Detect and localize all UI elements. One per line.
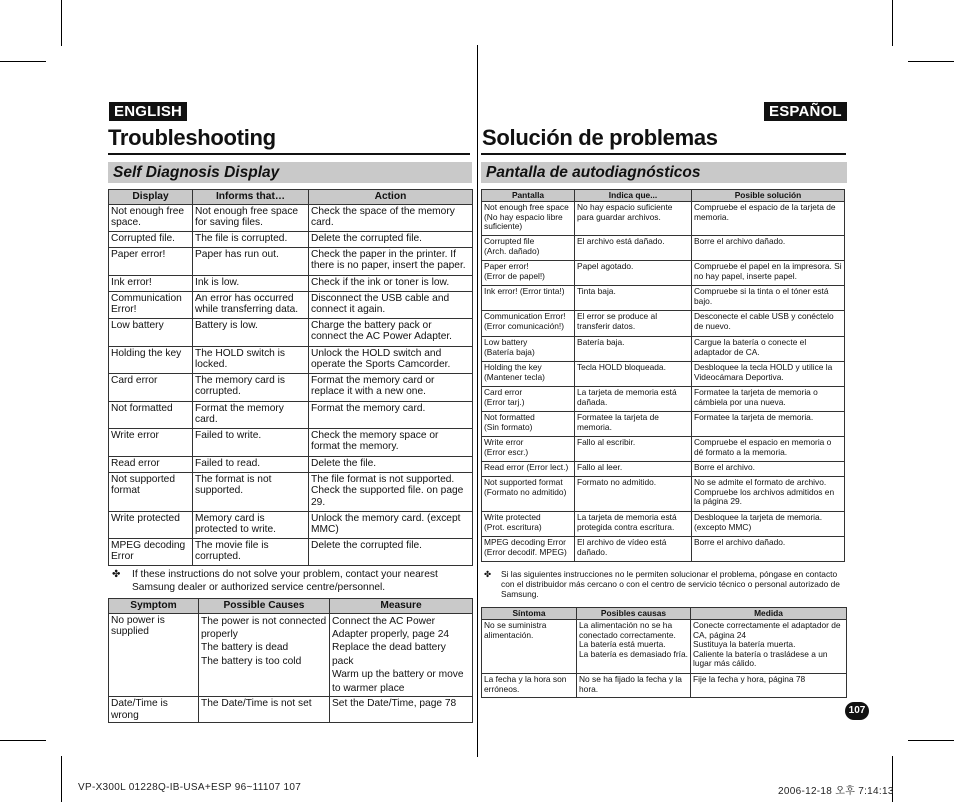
column-header: Indica que... (575, 190, 692, 202)
table-cell: Desbloquee la tecla HOLD y utilice la Videocámara Deportiva. (692, 362, 845, 387)
table-row (482, 537, 845, 562)
table-cell: Not enough free space (No hay espacio libre suficiente) (482, 202, 575, 236)
table-cell: MPEG decoding Error (Error decodif. MPEG) (482, 537, 575, 562)
footer-right: 2006-12-18 오후 7:14:13 (778, 786, 894, 797)
crop-mark (0, 740, 46, 741)
table-row (109, 697, 473, 723)
table-cell: Paper error! (109, 247, 193, 275)
section-heading-english: Self Diagnosis Display (108, 162, 472, 183)
table-row (482, 362, 845, 387)
table-cell: Not formatted (109, 401, 193, 428)
table-row (482, 286, 845, 311)
crop-mark (0, 61, 46, 62)
table-cell: Papel agotado. (575, 261, 692, 286)
table-cell: Compruebe el espacio de la tarjeta de memoria. (692, 202, 845, 236)
table-cell: Unlock the HOLD switch and operate the Sports Camcorder. (309, 346, 473, 373)
table-cell: The power is not connected properly The battery is dead The battery is too cold (199, 613, 330, 696)
table-cell: Corrupted file. (109, 231, 193, 247)
table-cell: Corrupted file (Arch. dañado) (482, 236, 575, 261)
table-cell: Failed to write. (193, 428, 309, 456)
table-cell: Write protected (109, 511, 193, 538)
table-cell: La alimentación no se ha conectado correctamente. La batería está muerta. La batería es demasiado fría. (577, 620, 691, 674)
table-cell: Unlock the memory card. (except MMC) (309, 511, 473, 538)
table-cell: Tinta baja. (575, 286, 692, 311)
table-cell: Ink error! (109, 275, 193, 291)
table-cell: No se suministra alimentación. (482, 620, 577, 674)
table-cell: Format the memory card or replace it with a new one. (309, 373, 473, 401)
table-cell: Formatee la tarjeta de memoria. (575, 412, 692, 437)
table-cell: Not supported format (Formato no admitido) (482, 477, 575, 512)
table-row (109, 231, 473, 247)
column-header: Possible Causes (199, 599, 330, 614)
table-cell: Write error (109, 428, 193, 456)
table-cell: El archivo de vídeo está dañado. (575, 537, 692, 562)
table-row (109, 346, 473, 373)
table-cell: The file format is not supported. Check the supported file. on page 29. (309, 472, 473, 511)
table-cell: Tecla HOLD bloqueada. (575, 362, 692, 387)
table-row (482, 202, 845, 236)
table-row (109, 373, 473, 401)
language-badge-spanish: ESPAÑOL (764, 102, 847, 121)
note-english (112, 569, 470, 594)
column-header: Display (109, 190, 193, 205)
table-cell: Fije la fecha y hora, página 78 (691, 674, 847, 698)
table-cell: Paper has run out. (193, 247, 309, 275)
note-text: If these instructions do not solve your problem, contact your nearest Samsung dealer or authorized service centre/personnel. (132, 569, 438, 593)
table-cell: La tarjeta de memoria está dañada. (575, 387, 692, 412)
table-row (482, 261, 845, 286)
table-cell: The memory card is corrupted. (193, 373, 309, 401)
table-cell: Format the memory card. (309, 401, 473, 428)
table-cell: La tarjeta de memoria está protegida contra escritura. (575, 512, 692, 537)
table-cell: Delete the corrupted file. (309, 231, 473, 247)
table-cell: Battery is low. (193, 318, 309, 346)
table-row (482, 236, 845, 261)
table-row (482, 437, 845, 462)
table-cell: No power is supplied (109, 613, 199, 696)
note-spanish (484, 569, 844, 600)
page-title-english: Troubleshooting (108, 125, 276, 150)
table-cell: Fallo al escribir. (575, 437, 692, 462)
table-cell: Holding the key (Mantener tecla) (482, 362, 575, 387)
table-cell: No se admite el formato de archivo. Compruebe los archivos admitidos en la página 29. (692, 477, 845, 512)
table-cell: The HOLD switch is locked. (193, 346, 309, 373)
table-row (109, 613, 473, 696)
table-row (482, 512, 845, 537)
table-cell: Set the Date/Time, page 78 (330, 697, 473, 723)
table-cell: Check the memory space or format the memory. (309, 428, 473, 456)
table-cell: Write protected (Prot. escritura) (482, 512, 575, 537)
table-cell: Read error (109, 456, 193, 472)
table-cell: Conecte correctamente el adaptador de CA, página 24 Sustituya la batería muerta. Caliente la batería o trasládese a un lugar más cálido. (691, 620, 847, 674)
table-cell: La fecha y la hora son erróneos. (482, 674, 577, 698)
page-number: 107 (845, 702, 869, 720)
table-cell: Disconnect the USB cable and connect it again. (309, 291, 473, 318)
table-row (482, 620, 847, 674)
column-header: Symptom (109, 599, 199, 614)
table-cell: Ink is low. (193, 275, 309, 291)
column-header: Medida (691, 608, 847, 620)
table-cell: Write error (Error escr.) (482, 437, 575, 462)
table-cell: Charge the battery pack or connect the AC Power Adapter. (309, 318, 473, 346)
table-row (482, 477, 845, 512)
table-cell: Desbloquee la tarjeta de memoria. (excepto MMC) (692, 512, 845, 537)
crop-mark (892, 0, 893, 46)
table-row (109, 472, 473, 511)
table-row (109, 401, 473, 428)
table-row (482, 387, 845, 412)
table-cell: Paper error! (Error de papel!) (482, 261, 575, 286)
column-header: Measure (330, 599, 473, 614)
symptom-table-english (108, 598, 473, 723)
table-row (109, 511, 473, 538)
footer-left: VP-X300L 01228Q-IB-USA+ESP 96~11107 107 (78, 782, 302, 793)
table-cell: Borre el archivo. (692, 462, 845, 477)
table-row (482, 412, 845, 437)
table-cell: The format is not supported. (193, 472, 309, 511)
self-diagnosis-table-spanish (481, 189, 845, 562)
table-cell: Memory card is protected to write. (193, 511, 309, 538)
table-cell: Failed to read. (193, 456, 309, 472)
note-bullet-icon: ✤ (484, 569, 492, 579)
column-header: Posible solución (692, 190, 845, 202)
table-cell: Communication Error! (109, 291, 193, 318)
language-badge-english: ENGLISH (109, 102, 187, 121)
table-cell: No hay espacio suficiente para guardar archivos. (575, 202, 692, 236)
table-cell: Check the paper in the printer. If there is no paper, insert the paper. (309, 247, 473, 275)
table-cell: El archivo está dañado. (575, 236, 692, 261)
table-row (482, 311, 845, 337)
table-cell: Borre el archivo dañado. (692, 236, 845, 261)
table-cell: Delete the corrupted file. (309, 538, 473, 565)
table-cell: No se ha fijado la fecha y la hora. (577, 674, 691, 698)
table-cell: An error has occurred while transferring data. (193, 291, 309, 318)
table-cell: Not formatted (Sin formato) (482, 412, 575, 437)
center-divider (477, 45, 478, 757)
crop-mark (61, 756, 62, 802)
table-cell: Not enough free space. (109, 204, 193, 231)
title-rule (481, 153, 846, 155)
table-cell: Not enough free space for saving files. (193, 204, 309, 231)
table-row (109, 247, 473, 275)
table-row (482, 462, 845, 477)
table-cell: Holding the key (109, 346, 193, 373)
self-diagnosis-table-english (108, 189, 473, 566)
crop-mark (908, 61, 954, 62)
table-row (109, 428, 473, 456)
table-row (109, 456, 473, 472)
table-cell: Formato no admitido. (575, 477, 692, 512)
crop-mark (61, 0, 62, 46)
table-cell: Low battery (Batería baja) (482, 337, 575, 362)
table-cell: Connect the AC Power Adapter properly, page 24 Replace the dead battery pack Warm up the battery or move to warmer place (330, 613, 473, 696)
table-cell: MPEG decoding Error (109, 538, 193, 565)
table-cell: Ink error! (Error tinta!) (482, 286, 575, 311)
table-cell: Check the space of the memory card. (309, 204, 473, 231)
table-row (109, 204, 473, 231)
title-rule (108, 153, 470, 155)
table-cell: Format the memory card. (193, 401, 309, 428)
column-header: Action (309, 190, 473, 205)
note-text: Si las siguientes instrucciones no le permiten solucionar el problema, póngase en contacto con el distribuidor más cercano o con el centro de servicio técnico o personal autorizado de Samsung. (501, 569, 840, 600)
table-row (109, 275, 473, 291)
table-row (482, 674, 847, 698)
table-cell: Communication Error! (Error comunicación!) (482, 311, 575, 337)
column-header: Síntoma (482, 608, 577, 620)
table-cell: Compruebe el papel en la impresora. Si no hay papel, inserte papel. (692, 261, 845, 286)
table-cell: Read error (Error lect.) (482, 462, 575, 477)
table-row (109, 538, 473, 565)
table-cell: Delete the file. (309, 456, 473, 472)
table-cell: Compruebe el espacio en memoria o dé formato a la memoria. (692, 437, 845, 462)
table-cell: Cargue la batería o conecte el adaptador de CA. (692, 337, 845, 362)
crop-mark (908, 740, 954, 741)
page-title-spanish: Solución de problemas (482, 125, 718, 150)
table-cell: The file is corrupted. (193, 231, 309, 247)
section-heading-spanish: Pantalla de autodiagnósticos (481, 162, 847, 183)
table-cell: The movie file is corrupted. (193, 538, 309, 565)
table-cell: The Date/Time is not set (199, 697, 330, 723)
table-cell: Low battery (109, 318, 193, 346)
table-row (109, 291, 473, 318)
table-cell: Compruebe si la tinta o el tóner está bajo. (692, 286, 845, 311)
symptom-table-spanish (481, 607, 847, 698)
table-cell: Card error (109, 373, 193, 401)
table-cell: Not supported format (109, 472, 193, 511)
column-header: Posibles causas (577, 608, 691, 620)
table-cell: Batería baja. (575, 337, 692, 362)
table-row (482, 337, 845, 362)
table-row (109, 318, 473, 346)
table-cell: Date/Time is wrong (109, 697, 199, 723)
table-cell: Fallo al leer. (575, 462, 692, 477)
table-cell: Card error (Error tarj.) (482, 387, 575, 412)
column-header: Informs that… (193, 190, 309, 205)
note-bullet-icon: ✤ (112, 569, 121, 580)
table-cell: Desconecte el cable USB y conéctelo de nuevo. (692, 311, 845, 337)
column-header: Pantalla (482, 190, 575, 202)
table-cell: Borre el archivo dañado. (692, 537, 845, 562)
table-cell: Formatee la tarjeta de memoria. (692, 412, 845, 437)
table-cell: Formatee la tarjeta de memoria o cámbiela por una nueva. (692, 387, 845, 412)
table-cell: Check if the ink or toner is low. (309, 275, 473, 291)
table-cell: El error se produce al transferir datos. (575, 311, 692, 337)
